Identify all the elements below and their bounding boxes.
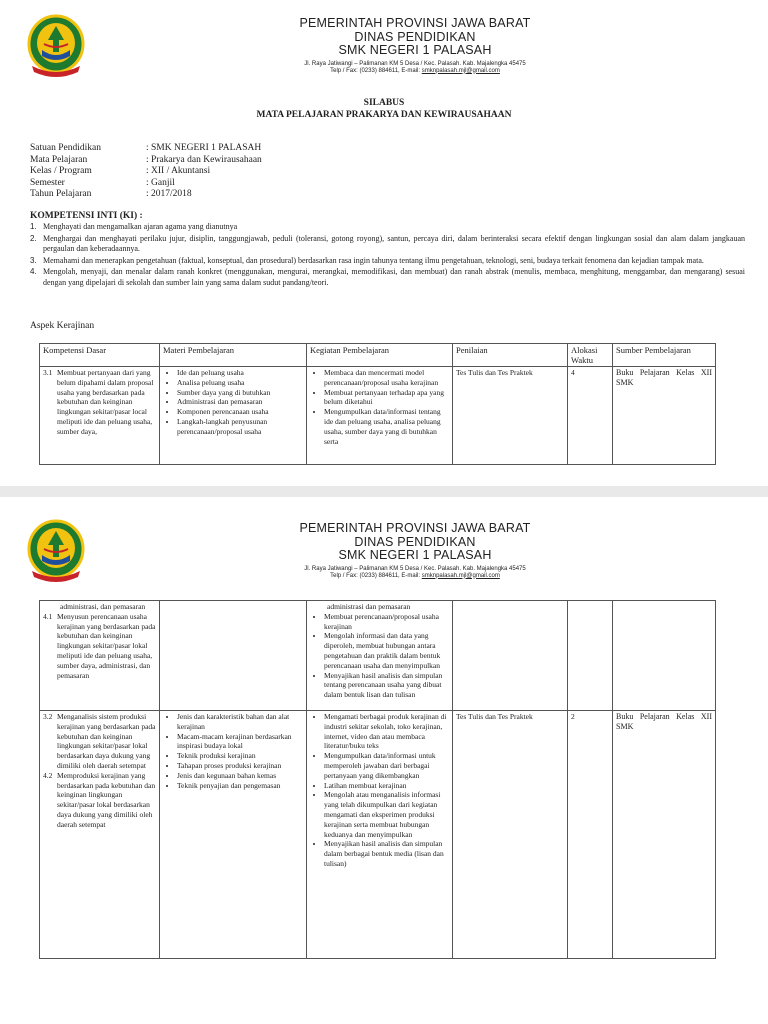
letterhead-address: Jl. Raya Jatiwangi – Palimanan KM 5 Desa / Kec. Palasah. Kab. Majalengka 45475 [304,565,526,572]
ki-text: Memahami dan menerapkan pengetahuan (faktual, konseptual, dan prosedural) berdasarkan rasa ingin tahunya tentang ilmu pengetahuan, teknologi, seni, budaya terkait fenomena dan kejadian tampak mata. [43,255,704,265]
identity-label: Mata Pelajaran [30,154,88,165]
aspek-label: Aspek Kerajinan [30,321,95,331]
kd-item [43,368,156,437]
kegiatan-cell [307,601,453,711]
table-row [40,367,716,465]
ki-item [30,222,745,233]
document-page-1 [0,0,768,486]
alokasi-cell [568,601,613,711]
materi-list [163,712,303,790]
alokasi-cell: 4 [568,367,613,465]
ki-text: Mengolah, menyaji, dan menalar dalam ranah konkret (menggunakan, mengurai, merangkai, memodifikasi, dan membuat) dan ranah abstrak (menulis, membaca, menghitung, menggambar, dan mengarang) sesuai dengan yang dipelajari di sekolah dan sumber lain yang sama dalam sudut pandang/teori. [43,267,745,287]
letterhead-line2: DINAS PENDIDIKAN [354,534,476,549]
kegiatan-item: • Mengolah atau menganalisis informasi yang telah dikumpulkan dari kegiatan mengamati dan eksperimen produksi kerajinan serta membuat hubungan keduanya dan menyimpulkan [324,790,449,839]
sumber-cell: Buku Pelajaran Kelas XII SMK [613,367,716,465]
table-row [40,601,716,711]
silabus-title: SILABUS [363,98,405,108]
identity-value: : XII / Akuntansi [146,166,211,176]
penilaian-cell [453,601,568,711]
identity-label: Kelas / Program [30,166,92,176]
kd-text: Menganalisis sistem produksi kerajinan yang berdasarkan pada kebutuhan dan keinginan lingkungan sekitar/pasar lokal berdasarkan daya dukung yang dimiliki oleh daerah setempat [57,712,156,770]
jawa-barat-emblem-icon [26,14,86,80]
alokasi-cell: 2 [568,711,613,959]
header-penilaian: Penilaian [453,344,568,367]
materi-item: • Teknik produksi kerajinan [177,751,303,761]
header-sumber: Sumber Pembelajaran [613,344,716,367]
materi-cell [160,367,307,465]
identity-value: : Prakarya dan Kewirausahaan [146,154,262,165]
identity-label: Satuan Pendidikan [30,143,101,153]
kegiatan-item: • Membuat pertanyaan terhadap apa yang belum diketahui [324,388,449,408]
materi-list [163,368,303,437]
identity-label: Semester [30,177,65,188]
letterhead-address: Jl. Raya Jatiwangi – Palimanan KM 5 Desa / Kec. Palasah. Kab. Majalengka 45475 [304,60,526,67]
kegiatan-item: • Mengumpulkan data/informasi tentang ide dan peluang usaha, analisa peluang usaha, sumber daya yang di butuhkan serta [324,407,449,446]
table-header-row [40,344,716,367]
syllabus-table-page1 [39,343,716,465]
materi-item: • Jenis dan kegunaan bahan kemas [177,771,303,781]
identity-value: : Ganjil [146,177,175,188]
identity-row [30,166,262,178]
ki-text: Menghargai dan menghayati perilaku jujur, disiplin, tanggungjawab, peduli (toleransi, gotong royong), santun, percaya diri, dalam berinteraksi secara efektif dengan lingkungan sosial dan alam dalam jangkauan pergaulan dan keberadaannya. [43,233,745,253]
ki-item [30,256,745,267]
materi-item: • Ide dan peluang usaha [177,368,303,378]
header-alokasi: Alokasi Waktu [568,344,613,367]
letterhead [180,522,650,580]
identity-row [30,178,262,190]
letterhead-line2: DINAS PENDIDIKAN [354,29,476,44]
materi-item: • Jenis dan karakteristik bahan dan alat kerajinan [177,712,303,732]
kegiatan-item: • Mengolah informasi dan data yang diperoleh, membuat hubungan antara pengetahuan dan praktik dalam bentuk perencanaan usaha dan menyimpulkan [324,631,449,670]
materi-item: • Analisa peluang usaha [177,378,303,388]
ki-heading: KOMPETENSI INTI (KI) : [30,211,143,221]
email-link[interactable]: smknpalasah.mjl@gmail.com [421,572,500,579]
kd-cell [40,601,160,711]
table-row [40,711,716,959]
kegiatan-cell [307,367,453,465]
ki-number: 4. [30,267,37,276]
letterhead-line1: PEMERINTAH PROVINSI JAWA BARAT [299,16,531,30]
sumber-cell: Buku Pelajaran Kelas XII SMK [613,711,716,959]
kd-continuation: administrasi, dan pemasaran [60,602,146,611]
kd-cell [40,367,160,465]
identity-table [30,143,262,201]
materi-item: • Macam-macam kerajinan berdasarkan inspirasi budaya lokal [177,732,303,752]
materi-item: • Sumber daya yang di butuhkan [177,388,303,398]
kd-list [43,612,156,681]
email-link[interactable]: smknpalasah.mjl@gmail.com [421,67,500,74]
kd-number: 4.2 [43,770,53,780]
letterhead-contact [180,573,650,580]
identity-label: Tahun Pelajaran [30,189,92,199]
materi-item: • Teknik penyajian dan pengemasan [177,781,303,791]
kd-list [43,368,156,437]
kd-number: 4.1 [43,611,53,621]
kegiatan-item: • Mengumpulkan data/informasi untuk memperoleh jawaban dari berbagai pertanyaan yang dikembangkan [324,751,449,780]
kd-item [43,712,156,771]
ki-number: 1. [30,222,37,231]
letterhead [180,17,650,75]
letterhead-line3: SMK NEGERI 1 PALASAH [338,43,492,57]
identity-row [30,155,262,167]
materi-item: • Administrasi dan pemasaran [177,397,303,407]
identity-row [30,143,262,155]
kegiatan-list [310,712,449,869]
silabus-subtitle: MATA PELAJARAN PRAKARYA DAN KEWIRAUSAHAAN [256,110,512,120]
materi-item: • Komponen perencanaan usaha [177,407,303,417]
kegiatan-cell [307,711,453,959]
ki-text: Menghayati dan mengamalkan ajaran agama yang dianutnya [43,222,238,231]
letterhead-line3: SMK NEGERI 1 PALASAH [338,548,492,562]
header-kegiatan: Kegiatan Pembelajaran [307,344,453,367]
kd-item [43,612,156,681]
materi-cell [160,601,307,711]
contact-prefix: Telp / Fax: (0233) 884611, E-mail: [330,572,422,579]
ki-item [30,267,745,288]
kd-item [43,771,156,830]
kegiatan-item: • Mengamati berbagai produk kerajinan di industri sekitar sekolah, toko kerajinan, internet, video dan atau membaca literatur/buku teks [324,712,449,751]
kegiatan-continuation: administrasi dan pemasaran [327,602,411,611]
ki-number: 3. [30,255,37,265]
kegiatan-item: • Menyajikan hasil analisis dan simpulan dalam berbagai bentuk media (lisan dan tulisan) [324,839,449,868]
penilaian-cell: Tes Tulis dan Tes Praktek [453,367,568,465]
jawa-barat-emblem-icon [26,519,86,585]
kegiatan-list [310,368,449,446]
identity-value: : SMK NEGERI 1 PALASAH [146,143,262,153]
kd-text: Menyusun perencanaan usaha kerajinan yang berdasarkan pada kebutuhan dan keinginan lingkungan sekitar/pasar lokal meliputi ide dan peluang usaha, sumber daya, administrasi, dan pemasaran [57,611,156,680]
sumber-cell [613,601,716,711]
identity-value: : 2017/2018 [146,189,192,199]
header-kompetensi-dasar: Kompetensi Dasar [40,344,160,367]
kegiatan-list [310,612,449,700]
penilaian-cell: Tes Tulis dan Tes Praktek [453,711,568,959]
ki-list [30,222,745,289]
kegiatan-item: • Membuat perencanaan/proposal usaha kerajinan [324,612,449,632]
materi-item: • Tahapan proses produksi kerajinan [177,761,303,771]
kegiatan-item: • Latihan membuat kerajinan [324,781,449,791]
syllabus-table-page2 [39,600,716,959]
letterhead-contact [180,68,650,75]
materi-item: • Langkah-langkah penyusunan perencanaan/proposal usaha [177,417,303,437]
kd-text: Memproduksi kerajinan yang berdasarkan pada kebutuhan dan keinginan lingkungan sekitar/pasar lokal berdasarkan daya dukung yang dimiliki oleh daerah setempat [57,770,156,829]
ki-number: 2. [30,233,37,243]
materi-cell [160,711,307,959]
header-materi: Materi Pembelajaran [160,344,307,367]
kd-text: Membuat pertanyaan dari yang belum dipahami dalam proposal usaha yang berdasarkan pada kebutuhan dan keinginan lingkungan sekitar/pasar local meliputi ide dan peluang usaha, sumber daya, [57,368,154,436]
contact-prefix: Telp / Fax: (0233) 884611, E-mail: [330,67,422,74]
kegiatan-item: • Menyajikan hasil analisis dan simpulan tentang perencanaan usaha yang dibuat dalam bentuk lisan dan tulisan [324,671,449,700]
document-page-2 [0,497,768,1024]
kd-list [43,712,156,830]
kd-number: 3.1 [43,368,53,377]
kegiatan-item: • Membaca dan mencermati model perencanaan/proposal usaha kerajinan [324,368,449,388]
kd-number: 3.2 [43,712,53,721]
letterhead-line1: PEMERINTAH PROVINSI JAWA BARAT [299,521,531,535]
ki-item [30,234,745,255]
kd-cell [40,711,160,959]
identity-row [30,189,262,201]
